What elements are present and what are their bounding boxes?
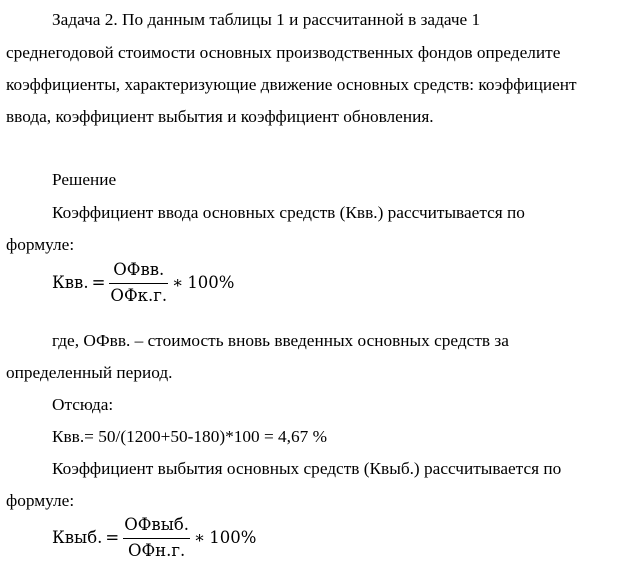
intro-line-2: формуле: [6, 235, 75, 254]
where-line-1: где, ОФвв. – стоимость вновь введенных основных средств за [52, 331, 509, 350]
formula1-fraction [109, 261, 168, 306]
formula2-multiply: ∗ [194, 528, 206, 548]
task-line-1: Задача 2. По данным таблицы 1 и рассчитанной в задаче 1 [52, 10, 481, 29]
outflow-line-1: Коэффициент выбытия основных средств (Квыб.) рассчитывается по [52, 459, 562, 478]
formula1-equals: = [91, 273, 106, 293]
intro-line-1: Коэффициент ввода основных средств (Квв.) рассчитывается по [52, 203, 525, 222]
hence-label: Отсюда: [52, 395, 114, 414]
formula1-percent: 100% [187, 273, 235, 293]
formula2-equals: = [105, 528, 120, 548]
formula2-numerator: ОФвыб. [124, 515, 190, 534]
solution-heading: Решение [52, 170, 117, 189]
formula2-denominator: ОФн.г. [127, 540, 186, 560]
task-line-2: среднегодовой стоимости основных производственных фондов определите [6, 43, 561, 62]
task-line-3: коэффициенты, характеризующие движение основных средств: коэффициент [6, 75, 577, 94]
where-line-2: определенный период. [6, 363, 173, 382]
formula1-numerator: ОФвв. [113, 260, 165, 279]
formula2-fraction-bar [123, 538, 190, 539]
formula-outflow-coefficient [52, 516, 256, 561]
task-line-4: ввода, коэффициент выбытия и коэффициент обновления. [6, 107, 434, 126]
formula-input-coefficient [52, 261, 234, 306]
formula1-denominator: ОФк.г. [110, 285, 168, 305]
formula1-fraction-bar [109, 283, 168, 284]
outflow-line-2: формуле: [6, 491, 75, 510]
formula2-lhs: Квыб. [52, 528, 103, 548]
calculation-line: Квв.= 50/(1200+50-180)*100 = 4,67 % [52, 427, 327, 446]
formula2-percent: 100% [209, 528, 257, 548]
formula2-fraction [123, 516, 190, 561]
formula1-lhs: Квв. [52, 273, 89, 293]
formula1-multiply: ∗ [172, 273, 184, 293]
